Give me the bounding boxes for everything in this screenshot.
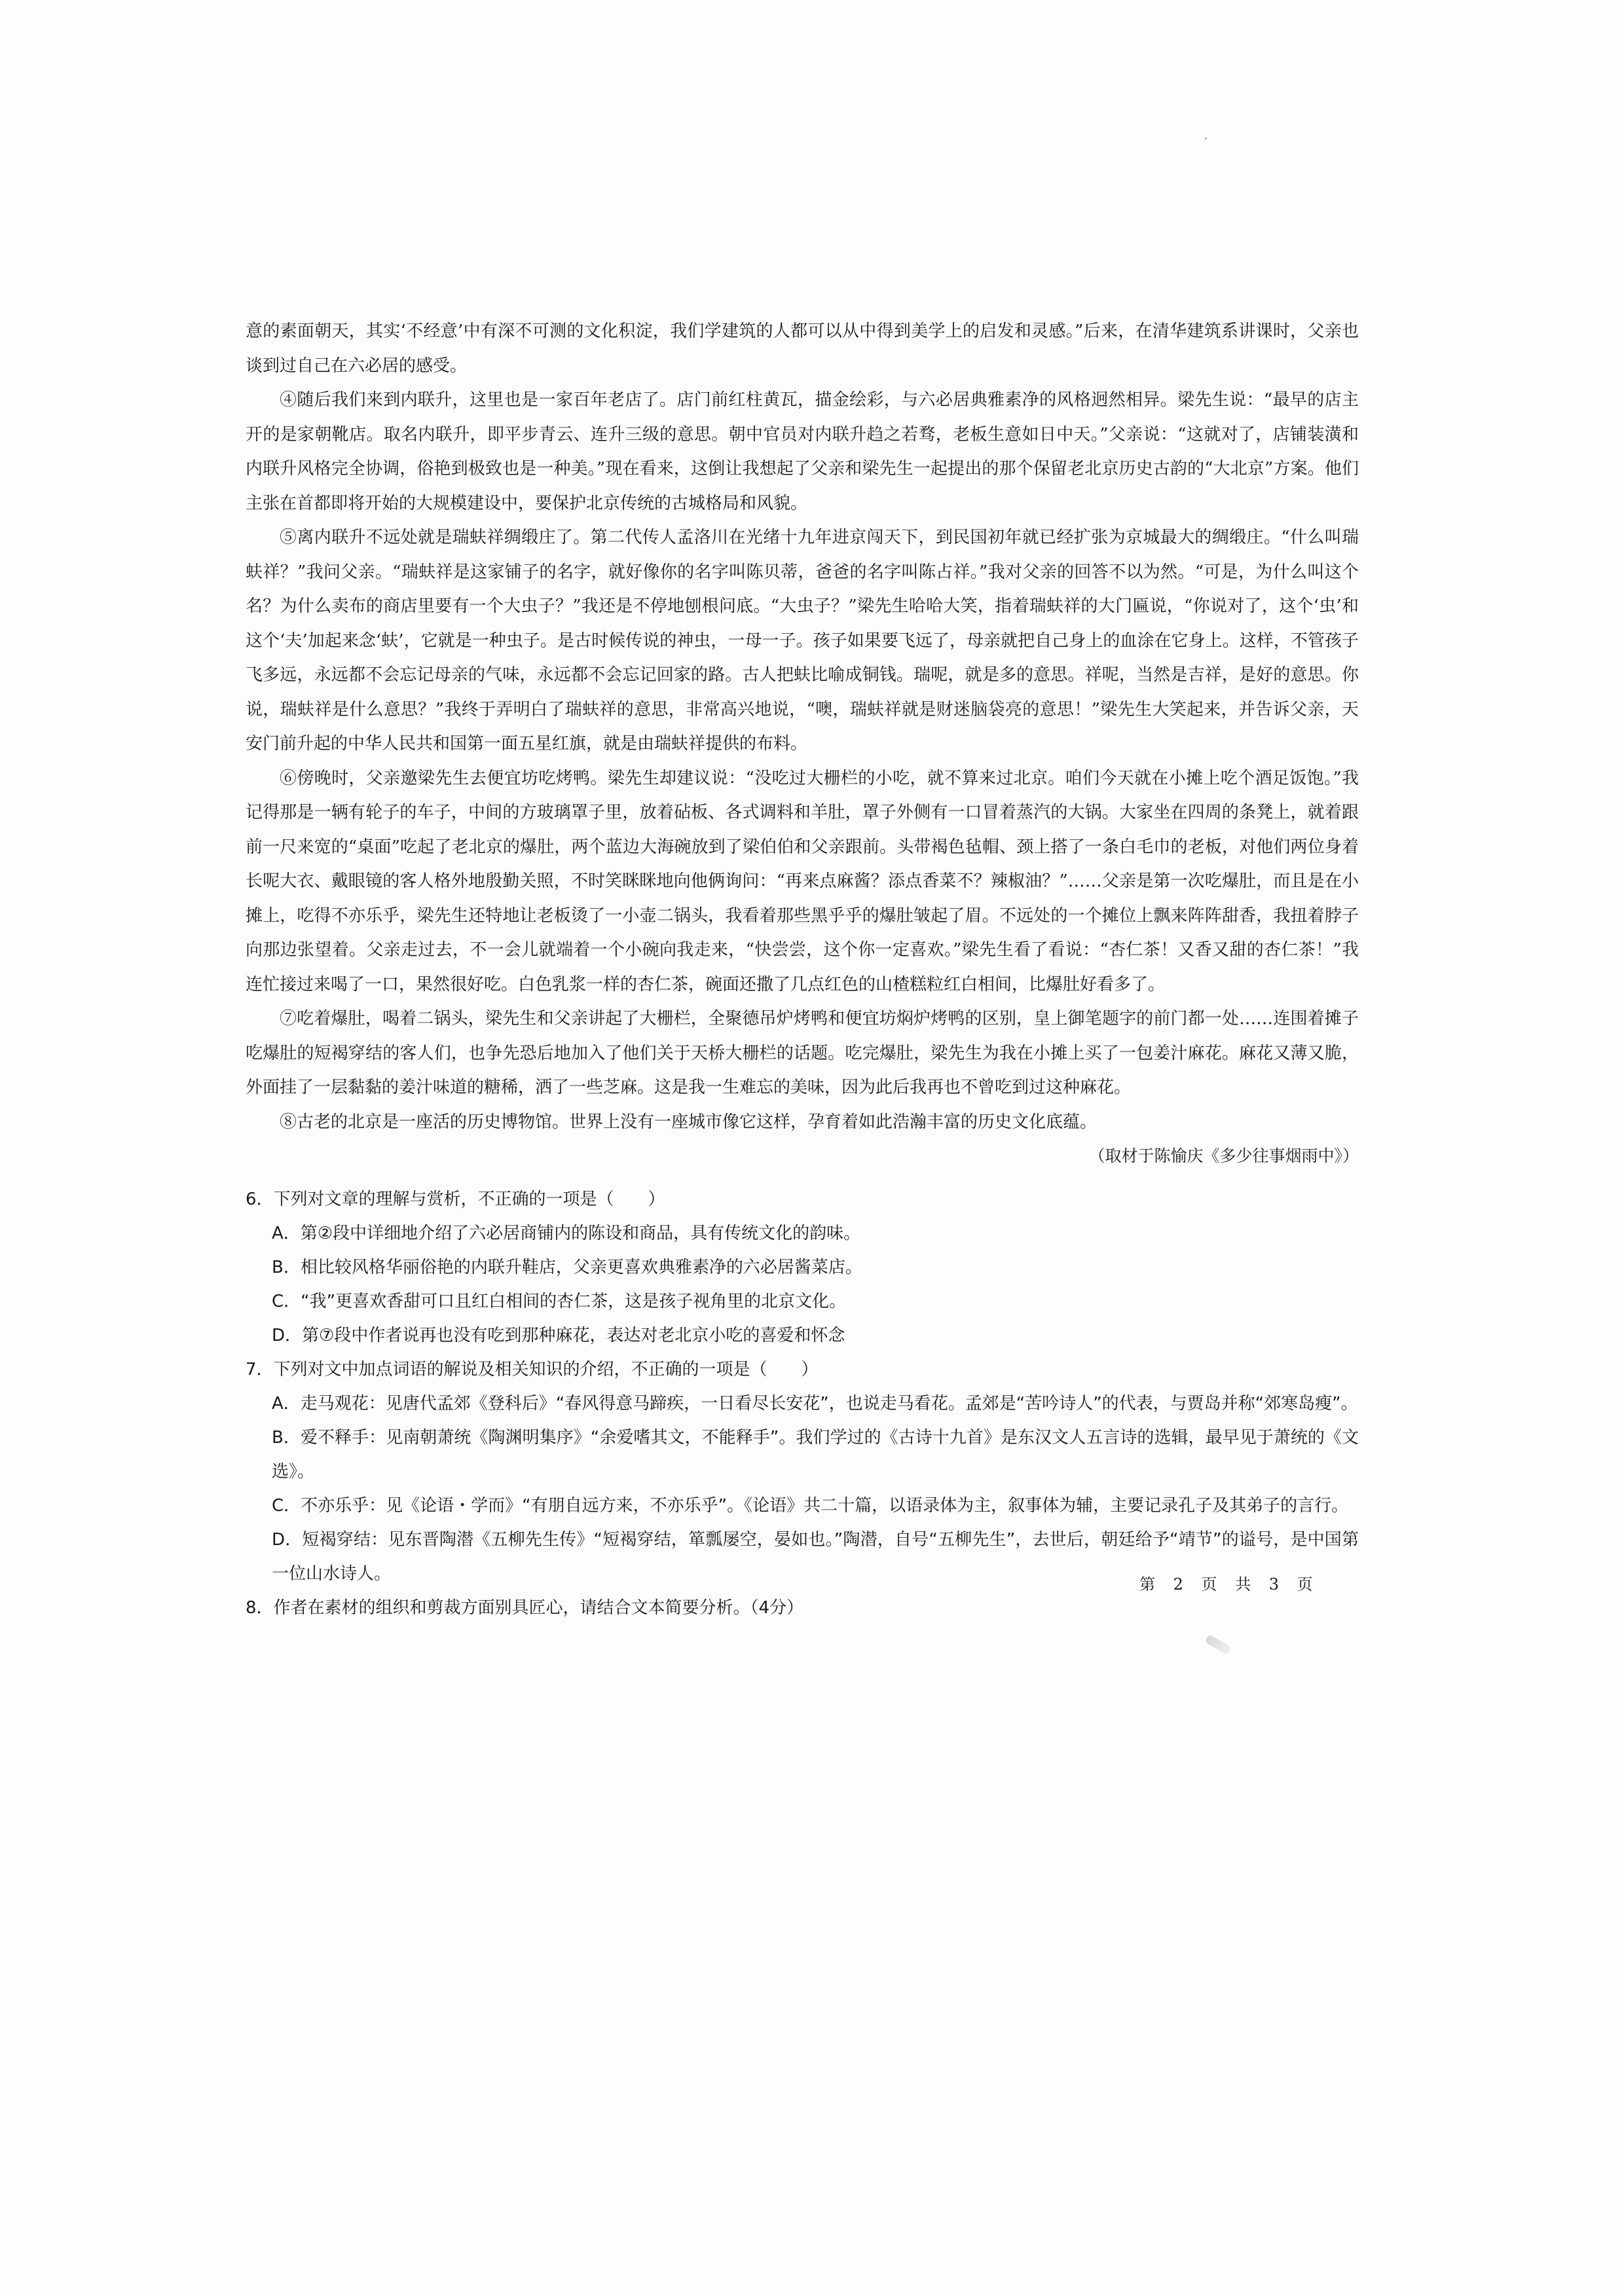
question-7-option-b: B．爱不释手：见南朝萧统《陶渊明集序》“余爱嗜其文，不能释手”。我们学过的《古诗十九首》是东汉文人五言诗的选辑，最早见于萧统的《文选》。 [272,1428,1359,1482]
passage-paragraph-4: ④随后我们来到内联升，这里也是一家百年老店了。店门前红柱黄瓦，描金绘彩，与六必居典雅素净的风格迥然相异。梁先生说：“最早的店主开的是家朝靴店。取名内联升，即平步青云、连升三级的意思。朝中官员对内联升趋之若骛，老板生意如日中天。”父亲说：“这就对了，店铺装潢和内联升风格完全协调，俗艳到极致也是一种美。”现在看来，这倒让我想起了父亲和梁先生一起提出的那个保留老北京历史古韵的“大北京”方案。他们主张在首都即将开始的大规模建设中，要保护北京传统的古城格局和风貌。 [246,390,1359,513]
question-6-stem: 6．下列对文章的理解与赏析，不正确的一项是（ ） [246,1190,665,1209]
passage-source: （取材于陈愉庆《多少往事烟雨中》） [1088,1146,1359,1165]
question-6-option-d: D．第⑦段中作者说再也没有吃到那种麻花，表达对老北京小吃的喜爱和怀念 [272,1326,845,1345]
question-8 [246,1591,1359,1625]
passage-paragraph-5: ⑤离内联升不远处就是瑞蚨祥绸缎庄了。第二代传人孟洛川在光绪十九年进京闯天下，到民国初年就已经扩张为京城最大的绸缎庄。“什么叫瑞蚨祥？”我问父亲。“瑞蚨祥是这家铺子的名字，就好像你的名字叫陈贝蒂，爸爸的名字叫陈占祥。”我对父亲的回答不以为然。“可是，为什么叫这个名？为什么卖布的商店里要有一个大虫子？”我还是不停地刨根问底。“大虫子？”梁先生哈哈大笑，指着瑞蚨祥的大门匾说，“你说对了，这个‘虫’和这个‘夫’加起来念‘蚨’，它就是一种虫子。是古时候传说的神虫，一母一子。孩子如果要飞远了，母亲就把自己身上的血涂在它身上。这样，不管孩子飞多远，永远都不会忘记母亲的气味，永远都不会忘记回家的路。古人把蚨比喻成铜钱。瑞呢，就是多的意思。祥呢，当然是吉祥，是好的意思。你说，瑞蚨祥是什么意思？”我终于弄明白了瑞蚨祥的意思，非常高兴地说，“噢，瑞蚨祥就是财迷脑袋亮的意思！”梁先生大笑起来，并告诉父亲，天安门前升起的中华人民共和国第一面五星红旗，就是由瑞蚨祥提供的布料。 [246,528,1359,754]
scan-mark [1204,1634,1232,1655]
question-7 [246,1353,1359,1591]
question-6-option-b: B．相比较风格华丽俗艳的内联升鞋店，父亲更喜欢典雅素净的六必居酱菜店。 [272,1258,862,1277]
passage-paragraph-intro: 意的素面朝天，其实‘不经意’中有深不可测的文化积淀，我们学建筑的人都可以从中得到美学上的启发和灵感。”后来，在清华建筑系讲课时，父亲也谈到过自己在六必居的感受。 [246,321,1359,376]
question-6-option-c: C．“我”更喜欢香甜可口且红白相间的杏仁茶，这是孩子视角里的北京文化。 [272,1292,847,1311]
passage-paragraph-7: ⑦吃着爆肚，喝着二锅头，梁先生和父亲讲起了大栅栏，全聚德吊炉烤鸭和便宜坊焖炉烤鸭的区别，皇上御笔题字的前门都一处……连围着摊子吃爆肚的短褐穿结的客人们，也争先恐后地加入了他们关于天桥大栅栏的话题。吃完爆肚，梁先生为我在小摊上买了一包姜汁麻花。麻花又薄又脆，外面挂了一层黏黏的姜汁味道的糖稀，洒了一些芝麻。这是我一生难忘的美味，因为此后我再也不曾吃到过这种麻花。 [246,1009,1359,1097]
question-7-stem: 7．下列对文中加点词语的解说及相关知识的介绍，不正确的一项是（ ） [246,1360,819,1379]
question-8-stem: 8．作者在素材的组织和剪裁方面别具匠心，请结合文本简要分析。（4分） [246,1598,804,1618]
question-7-option-c: C．不亦乐乎：见《论语・学而》“有朋自远方来，不亦乐乎”。《论语》共二十篇，以语录体为主，叙事体为辅，主要记录孔子及其弟子的言行。 [272,1496,1349,1516]
page-content [246,314,1359,1625]
page-number: 第 2 页 共 3 页 [1139,1575,1320,1594]
question-7-option-a: A．走马观花：见唐代孟郊《登科后》“春风得意马蹄疾，一日看尽长安花”，也说走马看花。孟郊是“苦吟诗人”的代表，与贾岛并称“郊寒岛瘦”。 [272,1394,1358,1413]
question-6-option-a: A．第②段中详细地介绍了六必居商铺内的陈设和商品，具有传统文化的韵味。 [272,1224,861,1243]
passage-paragraph-8: ⑧古老的北京是一座活的历史博物馆。世界上没有一座城市像它这样，孕育着如此浩瀚丰富的历史文化底蕴。 [280,1112,1098,1132]
scan-dot [1205,137,1207,139]
passage-paragraph-6: ⑥傍晚时，父亲邀梁先生去便宜坊吃烤鸭。梁先生却建议说：“没吃过大栅栏的小吃，就不算来过北京。咱们今天就在小摊上吃个酒足饭饱。”我记得那是一辆有轮子的车子，中间的方玻璃罩子里，放着砧板、各式调料和羊肚，罩子外侧有一口冒着蒸汽的大锅。大家坐在四周的条凳上，就着跟前一尺来宽的“桌面”吃起了老北京的爆肚，两个蓝边大海碗放到了梁伯伯和父亲跟前。头带褐色毡帽、颈上搭了一条白毛巾的老板，对他们两位身着长呢大衣、戴眼镜的客人格外地殷勤关照，不时笑眯眯地向他俩询问：“再来点麻酱？添点香菜不？辣椒油？”……父亲是第一次吃爆肚，而且是在小摊上，吃得不亦乐乎，梁先生还特地让老板烫了一小壶二锅头，我看着那些黑乎乎的爆肚皱起了眉。不远处的一个摊位上飘来阵阵甜香，我扭着脖子向那边张望着。父亲走过去，不一会儿就端着一个小碗向我走来，“快尝尝，这个你一定喜欢。”梁先生看了看说：“杏仁茶！又香又甜的杏仁茶！”我连忙接过来喝了一口，果然很好吃。白色乳浆一样的杏仁茶，碗面还撒了几点红色的山楂糕粒红白相间，比爆肚好看多了。 [246,768,1359,994]
question-6 [246,1182,1359,1353]
question-7-option-d: D．短褐穿结：见东晋陶潜《五柳先生传》“短褐穿结，箪瓢屡空，晏如也。”陶潜，自号“五柳先生”，去世后，朝廷给予“靖节”的谥号，是中国第一位山水诗人。 [272,1530,1359,1584]
